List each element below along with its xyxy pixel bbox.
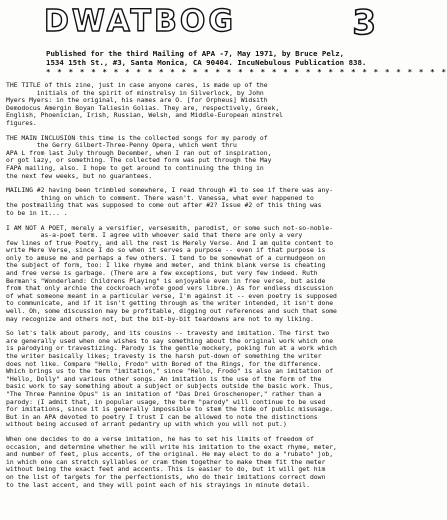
text-line: may recognize and others not, but the bit-by-bit teardowns are not to my liking. bbox=[6, 314, 314, 323]
text-line: Berman's "Wonderland: Childrens Playing" is enjoyable even in free verse, but aside bbox=[6, 276, 326, 285]
text-line: I AM NOT A POET, merely a versifier, versesmith, parodist, or some such not-so-noble- bbox=[6, 223, 334, 232]
text-line: well. Oh, some discussion may be profitable, digging out references and such that some bbox=[6, 307, 337, 316]
paragraph bbox=[6, 82, 396, 128]
text-line: Demodocus Amergin Boyan Taliesin Golias. They are, respectively, Greek, bbox=[6, 103, 280, 112]
text-line: are generally used when one wishes to say something about the original work which one bbox=[6, 336, 334, 345]
text-line: of what someone meant in a particular verse, I'm against it -- even poetry is supposed bbox=[6, 291, 337, 300]
text-line: as-a-poet term. I agree with whoever said that there are only a very bbox=[6, 231, 303, 240]
text-line: to be in it... . bbox=[6, 208, 68, 217]
text-line: only to amuse me and perhaps a few others. I tend to be somewhat of a curmudgeon on bbox=[6, 253, 326, 262]
text-line: from that only archie the cockroach wrote good vers libre.) As for endless discussion bbox=[6, 284, 334, 293]
paragraph bbox=[6, 436, 396, 489]
text-line: THE MAIN INCLUSION this time is the collected songs for my parody of bbox=[6, 133, 268, 142]
text-line: THE TITLE of this zine, just in case anyone cares, is made up of the bbox=[6, 81, 268, 89]
text-line: thing on which to comment. There wasn't. Vanessa, what ever happened to bbox=[6, 193, 314, 202]
text-line: Myers Myers: in the original, his names are O. [for Orpheus] Widsith bbox=[6, 96, 268, 105]
text-line: for imitations, since it is generally impossible to stem the tide of public misusage. bbox=[6, 405, 334, 414]
text-line: and free verse is garbage. (There are a few exceptions, but very few indeed. Ruth bbox=[6, 269, 318, 278]
text-line: MAILING #2 having been trimbled somewhere, I read through #1 to see if there was any- bbox=[6, 186, 334, 195]
text-line: FAPA mailing, also. I hope to get around to continuing the thing in bbox=[6, 163, 264, 172]
text-line: to the last accent, and they will point each of his strayings in minute detail. bbox=[6, 480, 310, 489]
text-line: in which one can stretch syllables or cram them together to make them fit the meter bbox=[6, 457, 326, 466]
text-line: the postmailing that was supposed to come out after #2? Issue #2 of this thing was bbox=[6, 201, 322, 210]
text-line: the Gerry Gilbert-Three-Penny Opera, which went thru bbox=[6, 141, 237, 150]
text-line: "Hello, Dolly" and various other songs. An imitation is the use of the form of the bbox=[6, 374, 322, 383]
text-line: to communicate, and if it isn't getting through as the writer intended, it isn't done bbox=[6, 299, 334, 308]
text-line: few lines of true Poetry, and all the rest is Merely Verse. And I am quite content to bbox=[6, 238, 334, 247]
text-line: is parodying or travestizing. Parody is the gentle mockery, poking fun at a work which bbox=[6, 344, 337, 353]
publication-info bbox=[46, 49, 447, 76]
text-line: parody: (I admit that, in popular usage, the term "parody" will continue to be used bbox=[6, 397, 326, 406]
text-line: write Mere Verse, since I do so when it serves a purpose -- even if that purpose is bbox=[6, 246, 326, 255]
text-line: occasion, and determine whether he will write his imitation to the exact rhyme, meter, bbox=[6, 442, 337, 451]
text-line: English, Phoenician, Irish, Russian, Welsh, and Middle-European minstrel bbox=[6, 111, 284, 120]
text-line: without being accused of arrant pedantry up with which you will not put.) bbox=[6, 420, 287, 429]
masthead bbox=[44, 5, 384, 43]
paragraph bbox=[6, 187, 396, 217]
publication-line-1: Published for the third Mailing of APA -7, May 1971, by Bruce Pelz, bbox=[46, 49, 345, 58]
text-line: and number of feet, plus accents, of the original. He may elect to do a "rubato" job, bbox=[6, 450, 334, 459]
paragraph bbox=[6, 135, 396, 181]
text-line: So let's talk about parody, and its cousins -- travesty and imitation. The first two bbox=[6, 329, 330, 338]
text-line: APA L from last July through December, when I ran out of inspiration, bbox=[6, 148, 272, 157]
publication-line-2: 1534 15th St., #3, Santa Monica, CA 90404. IncuNebulous Publication 838. bbox=[46, 58, 367, 67]
text-line: the subject of form, too: I like rhyme and meter, and think blank verse is cheating bbox=[6, 261, 326, 270]
star-divider: * * * * * * * * * * * * * * * * * * * * * * * * * * * * * * * * * * * * bbox=[46, 67, 447, 76]
text-line: figures. bbox=[6, 118, 37, 127]
issue-number: 3 bbox=[352, 3, 376, 43]
body-text bbox=[6, 82, 396, 496]
text-line: basic work to say something about a subject or subjects outside the basic work. Thus, bbox=[6, 382, 334, 391]
text-line: the writer basically likes; travesty is the harsh put-down of something the writer bbox=[6, 352, 322, 360]
text-line: on the list of targets for the perfectionists, who do their imitations correct down bbox=[6, 472, 326, 481]
text-line: When one decides to do a verse imitation, he has to set his limits of freedom of bbox=[6, 434, 314, 443]
text-line: does not like. Compare "Hello, Frodo" with Bored of the Rings, for the difference. bbox=[6, 359, 322, 368]
text-line: "The Three Pannine Opus" is an imitation of "Das Drei Groschenoper," rather than a bbox=[6, 389, 322, 398]
text-line: Which brings us to the term "imitation," since "Hello, Frodo" is also an imitation of bbox=[6, 367, 334, 376]
paragraph bbox=[6, 330, 396, 429]
zine-title: DWATBOG bbox=[44, 4, 236, 39]
paragraph bbox=[6, 225, 396, 324]
text-line: But in an APA devoted to poetry I trust I can be allowed to note the distinctions bbox=[6, 412, 318, 421]
text-line: initials of the spirit of minstrelsy in Silverlock, by John bbox=[6, 88, 264, 97]
text-line: the next few weeks, but no guarantees. bbox=[6, 171, 153, 180]
zine-title-logo bbox=[44, 5, 236, 39]
text-line: or got lazy, or something. The collected form was put through the May bbox=[6, 156, 272, 165]
text-line: without being the exact feet and accents. This is easier to do, but it will get him bbox=[6, 465, 326, 474]
